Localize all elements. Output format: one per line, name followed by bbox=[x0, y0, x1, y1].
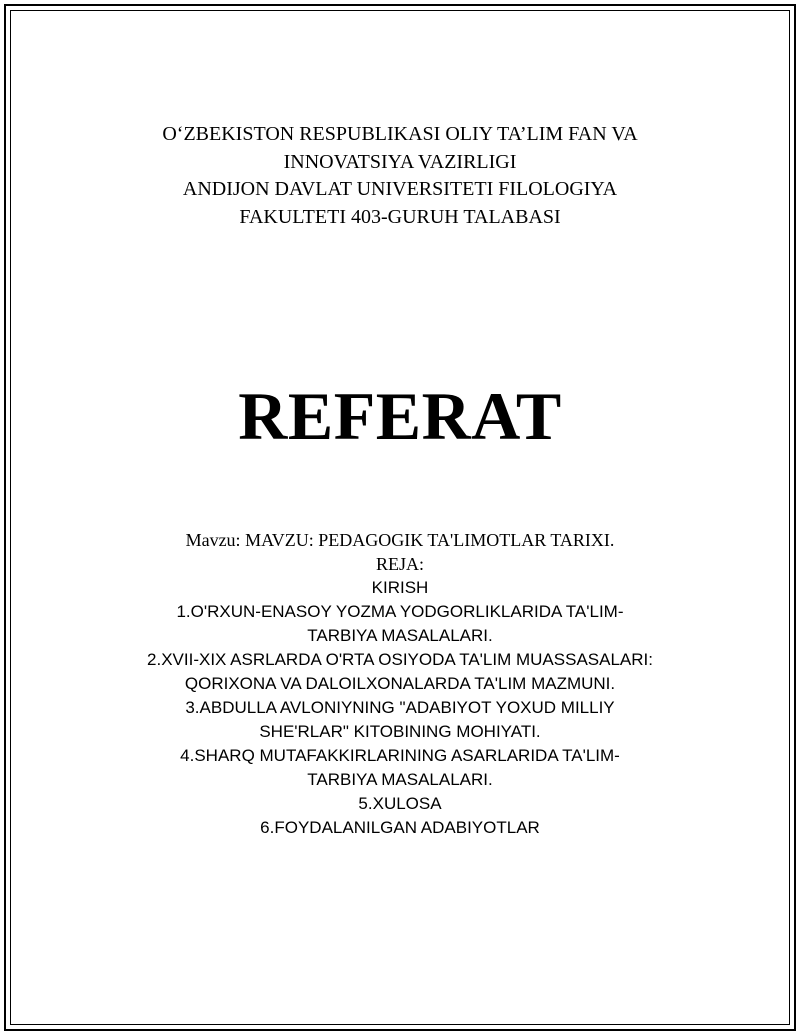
plan-item: TARBIYA MASALALARI. bbox=[307, 626, 493, 645]
plan-item: SHE'RLAR" KITOBINING MOHIYATI. bbox=[259, 722, 541, 741]
header-line-1: O‘ZBEKISTON RESPUBLIKASI OLIY TA’LIM FAN VA bbox=[162, 123, 638, 145]
topic-and-plan bbox=[0, 528, 800, 840]
plan-item: 3.ABDULLA AVLONIYNING "ADABIYOT YOXUD MILLIY bbox=[185, 698, 615, 717]
header-line-2: INNOVATSIYA VAZIRLIGI bbox=[283, 150, 517, 173]
plan-item: 4.SHARQ MUTAFAKKIRLARINING ASARLARIDA TA'LIM- bbox=[180, 746, 620, 765]
plan-item: QORIXONA VA DALOILXONALARDA TA'LIM MAZMUNI. bbox=[184, 674, 616, 693]
plan-item: 5.XULOSA bbox=[358, 794, 442, 813]
institution-header bbox=[0, 121, 800, 231]
plan-heading: REJA: bbox=[375, 554, 424, 574]
topic-label: Mavzu: MAVZU: PEDAGOGIK TA'LIMOTLAR TARIXI. bbox=[185, 530, 615, 550]
document-title: REFERAT bbox=[238, 378, 562, 454]
header-line-3: ANDIJON DAVLAT UNIVERSITETI FILOLOGIYA bbox=[182, 178, 618, 200]
plan-item: 2.XVII-XIX ASRLARDA O'RTA OSIYODA TA'LIM MUASSASALARI: bbox=[147, 650, 653, 669]
plan-item: 6.FOYDALANILGAN ADABIYOTLAR bbox=[260, 818, 540, 837]
header-line-4: FAKULTETI 403-GURUH TALABASI bbox=[239, 205, 561, 228]
plan-item: TARBIYA MASALALARI. bbox=[307, 770, 493, 789]
plan-item: 1.O'RXUN-ENASOY YOZMA YODGORLIKLARIDA TA'LIM- bbox=[176, 602, 624, 621]
plan-item: KIRISH bbox=[371, 578, 429, 597]
